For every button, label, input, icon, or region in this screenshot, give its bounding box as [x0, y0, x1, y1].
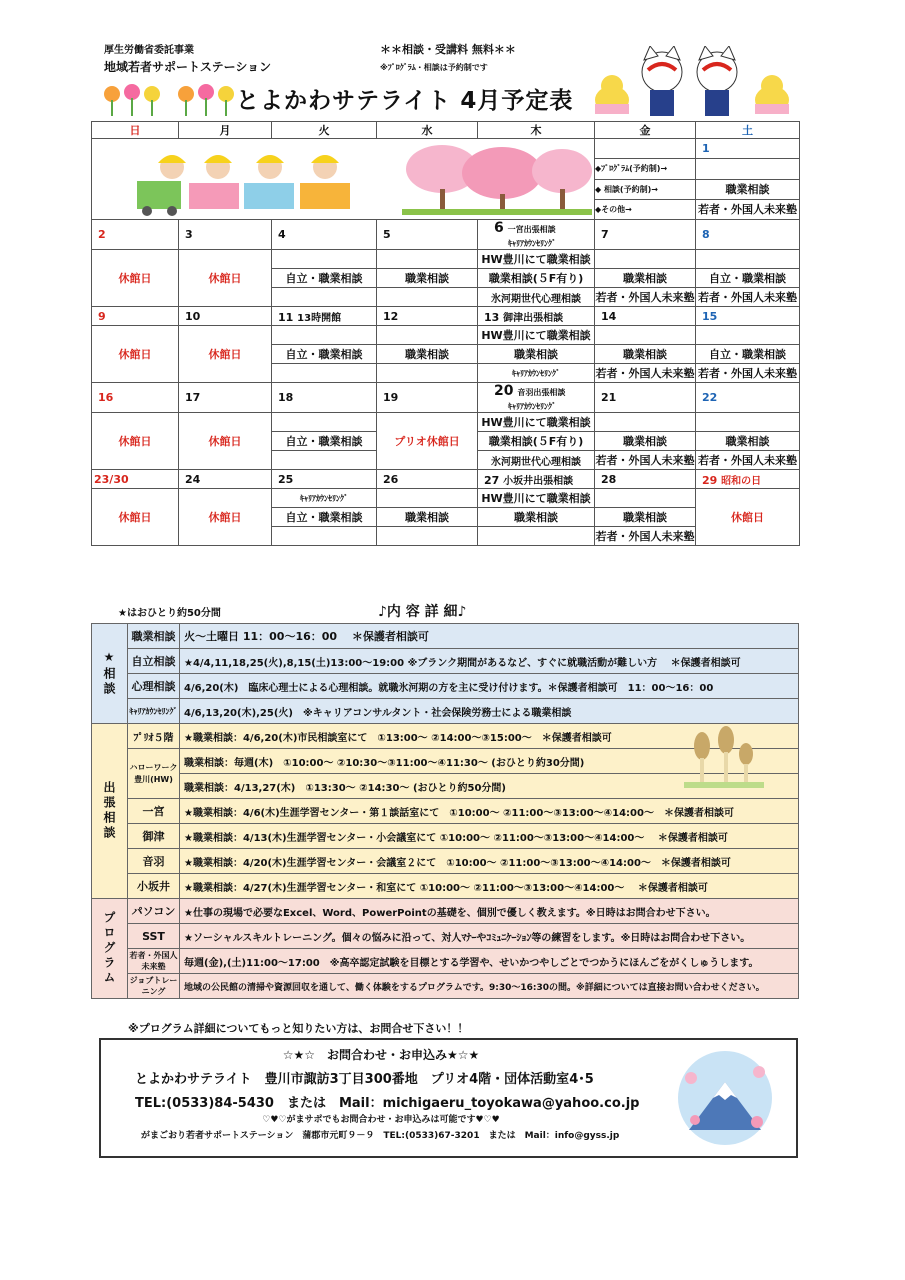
program-text-1: ★ソーシャルスキルトレーニング。個々の悩みに沿って、対人ﾏﾅｰやｺﾐｭﾆｹｰｼｮﾝ等の練習をします。※日時はお問合わせ下さい。: [180, 924, 799, 949]
consult-category: ★相談: [92, 624, 128, 724]
outreach-text-1: 職業相談：毎週(木) ①10:00～ ②10:30～③11:00～④11:30～ (おひとり約30分間): [180, 749, 799, 774]
fri21-juku: 若者・外国人未来塾: [595, 451, 696, 470]
thu13-hw: HW豊川にて職業相談: [478, 326, 595, 345]
fri28-consult: 職業相談: [595, 508, 696, 527]
thu20-career: ｷｬﾘｱｶｳﾝｾﾘﾝｸﾞ: [508, 402, 556, 411]
thu13-career: ｷｬﾘｱｶｳﾝｾﾘﾝｸﾞ: [478, 364, 595, 383]
sat15-consult: 自立・職業相談: [696, 345, 800, 364]
weekday-sun: 日: [92, 122, 179, 139]
date-8: 8: [696, 220, 800, 250]
chick-icon: [595, 75, 629, 114]
date-10: 10: [179, 307, 272, 326]
wed5-consult: 職業相談: [377, 269, 478, 288]
legend-other: ◆その他→: [595, 199, 696, 219]
consult-text-2: 4/6,20(木) 臨床心理士による心理相談。就職氷河期の方を主に受け付けます。＊保護者相談可 11：00～16：00: [180, 674, 799, 699]
fri7-consult: 職業相談: [595, 269, 696, 288]
consult-label-1: 自立相談: [128, 649, 180, 674]
train-icon: [137, 155, 350, 216]
mascot-illustration: [592, 46, 802, 120]
thu27-hw: HW豊川にて職業相談: [478, 489, 595, 508]
sun2-closed: 休館日: [92, 250, 179, 307]
outreach-label-6: 小坂井: [128, 874, 180, 899]
legend-program: ◆ﾌﾟﾛｸﾞﾗﾑ(予約制)→: [595, 159, 696, 179]
thu6-outreach: 一宮出張相談: [507, 225, 556, 234]
thu27-consult: 職業相談: [478, 508, 595, 527]
consult-label-2: 心理相談: [128, 674, 180, 699]
thu6-psych: 氷河期世代心理相談: [478, 288, 595, 307]
tue25-consult: 自立・職業相談: [272, 508, 377, 527]
outreach-label-4: 御津: [128, 824, 180, 849]
details-heading: ♪内 容 詳 細♪: [378, 604, 467, 620]
weekday-mon: 月: [179, 122, 272, 139]
thu13-consult: 職業相談: [478, 345, 595, 364]
date-21: 21: [595, 383, 696, 413]
cat-mascot-icon: [642, 46, 682, 116]
calendar-table: [91, 121, 800, 546]
sat22-juku: 若者・外国人未来塾: [696, 451, 800, 470]
weekday-tue: 火: [272, 122, 377, 139]
outreach-text-4: ★職業相談：4/13(木)生涯学習センター・小会議室にて ①10:00～ ②11:00～③13:00～④14:00～ ＊保護者相談可: [180, 824, 799, 849]
cat-mascot-icon: [697, 46, 737, 116]
tulip-decoration: [100, 82, 240, 118]
tue4-consult: 自立・職業相談: [272, 269, 377, 288]
weekday-sat: 土: [696, 122, 800, 139]
free-notice: ＊＊相談・受講料 無料＊＊: [380, 43, 516, 56]
outreach-label-1: ハローワーク豊川(HW): [128, 749, 180, 799]
contact-box: [99, 1038, 798, 1158]
sat1-consult: 職業相談: [696, 179, 800, 199]
thu6-hw: HW豊川にて職業相談: [478, 250, 595, 269]
consult-text-1: ★4/4,11,18,25(火),8,15(土)13:00～19:00 ※ブランク期間があるなど、すぐに就職活動が難しい方 ＊保護者相談可: [180, 649, 799, 674]
program-label-0: パソコン: [128, 899, 180, 924]
horsetail-icon: [684, 726, 764, 788]
thu6-career: ｷｬﾘｱｶｳﾝｾﾘﾝｸﾞ: [508, 239, 556, 248]
reserve-notice: ※ﾌﾟﾛｸﾞﾗﾑ・相談は予約制です: [380, 63, 488, 72]
sat1-juku: 若者・外国人未来塾: [696, 199, 800, 219]
date-9: 9: [92, 307, 179, 326]
fri14-consult: 職業相談: [595, 345, 696, 364]
thu6-consult: 職業相談(５F有り): [478, 269, 595, 288]
sun9-closed: 休館日: [92, 326, 179, 383]
wed26-consult: 職業相談: [377, 508, 478, 527]
consult-label-3: ｷｬﾘｱｶｳﾝｾﾘﾝｸﾞ: [128, 699, 180, 724]
date-12: 12: [377, 307, 478, 326]
outreach-label-0: ﾌﾟﾘｵ５階: [128, 724, 180, 749]
mon10-closed: 休館日: [179, 326, 272, 383]
train-and-blossom-illustration: [92, 139, 592, 219]
fri7-juku: 若者・外国人未来塾: [595, 288, 696, 307]
date-6: 6: [494, 220, 504, 236]
page-title: とよかわサテライト 4月予定表: [236, 88, 574, 114]
thu13-outreach: 御津出張相談: [503, 312, 564, 324]
contact-note: ♡♥♡がまサポでもお問合わせ・お申込みは可能です♥♡♥: [262, 1115, 500, 1125]
date-13: 13: [484, 310, 500, 324]
consult-label-0: 職業相談: [128, 624, 180, 649]
program-text-0: ★仕事の現場で必要なExcel、Word、PowerPointの基礎を、個別で優しく教えます。※日時はお問合わせ下さい。: [180, 899, 799, 924]
mon3-closed: 休館日: [179, 250, 272, 307]
date-3: 3: [179, 220, 272, 250]
duration-note: ★はおひとり約50分間: [118, 608, 221, 619]
wed12-consult: 職業相談: [377, 345, 478, 364]
week1-illustration-cell: [92, 139, 595, 220]
program-label-3: ジョブトレーニング: [128, 974, 180, 999]
outreach-text-5: ★職業相談：4/20(木)生涯学習センター・会議室２にて ①10:00～ ②11:00～③13:00～④14:00～ ＊保護者相談可: [180, 849, 799, 874]
contact-address: とよかわサテライト 豊川市諏訪3丁目300番地 プリオ4階・団体活動室4･5: [135, 1072, 594, 1087]
outreach-text-6: ★職業相談：4/27(木)生涯学習センター・和室にて ①10:00～ ②11:00～③13:00～④14:00～ ＊保護者相談可: [180, 874, 799, 899]
date-1: 1: [696, 139, 800, 159]
thu20-outreach: 音羽出張相談: [517, 388, 566, 397]
consult-text-0: 火～土曜日 11：00～16：00 ＊保護者相談可: [180, 624, 799, 649]
date-22: 22: [696, 383, 800, 413]
legend-consult: ◆ 相談(予約制)→: [595, 179, 696, 199]
consult-text-3: 4/6,13,20(木),25(火) ※キャリアコンサルタント・社会保険労務士による職業相談: [180, 699, 799, 724]
date-19: 19: [377, 383, 478, 413]
thu20-consult: 職業相談(５F有り): [478, 432, 595, 451]
sat29-holiday: 昭和の日: [721, 475, 762, 487]
mushroom-decoration: [684, 716, 764, 790]
sun23-closed: 休館日: [92, 489, 179, 546]
contact-gama: がまごおり若者サポートステーション 蒲郡市元町９－９ TEL:(0533)67-3201 または Mail：info@gyss.jp: [141, 1131, 620, 1141]
thu27-outreach: 小坂井出張相談: [503, 475, 574, 487]
contact-heading: ☆★☆ お問合わせ・お申込み★☆★: [282, 1048, 480, 1062]
date-11: 11: [278, 310, 294, 324]
outreach-label-3: 一宮: [128, 799, 180, 824]
cherry-blossom-icon: [402, 145, 592, 215]
program-footnote: ※プログラム詳細についてもっと知りたい方は、お問合せ下さい！！: [128, 1022, 469, 1035]
tue25-career: ｷｬﾘｱｶｳﾝｾﾘﾝｸﾞ: [272, 489, 377, 508]
mon17-closed: 休館日: [179, 413, 272, 470]
details-table: [91, 623, 799, 999]
fri28-juku: 若者・外国人未来塾: [595, 527, 696, 546]
tue18-consult: 自立・職業相談: [272, 432, 377, 451]
date-17: 17: [179, 383, 272, 413]
outreach-category: 出張相談: [92, 724, 128, 899]
outreach-text-2: 職業相談：4/13,27(木) ①13:30～ ②14:30～ (おひとり約50分間): [180, 774, 799, 799]
fri21-consult: 職業相談: [595, 432, 696, 451]
date-23-30: 23/30: [92, 470, 179, 489]
program-label-2: 若者・外国人未来塾: [128, 949, 180, 974]
date-16: 16: [92, 383, 179, 413]
program-text-3: 地域の公民館の清掃や資源回収を通して、働く体験をするプログラムです。9:30～16:30の間。※詳細については直接お問い合わせください。: [180, 974, 799, 999]
date-7: 7: [595, 220, 696, 250]
sat8-juku: 若者・外国人未来塾: [696, 288, 800, 307]
mount-fuji-illustration: [673, 1048, 777, 1148]
date-24: 24: [179, 470, 272, 489]
tue11-note: 13時開館: [297, 312, 342, 324]
date-15: 15: [696, 307, 800, 326]
chick-icon: [755, 75, 789, 114]
date-25: 25: [272, 470, 377, 489]
fri14-juku: 若者・外国人未来塾: [595, 364, 696, 383]
sat8-consult: 自立・職業相談: [696, 269, 800, 288]
outreach-text-0: ★職業相談：4/6,20(木)市民相談室にて ①13:00～ ②14:00～③15:00～ ＊保護者相談可: [180, 724, 799, 749]
outreach-text-3: ★職業相談：4/6(木)生涯学習センター・第１談話室にて ①10:00～ ②11:00～③13:00～④14:00～ ＊保護者相談可: [180, 799, 799, 824]
weekday-header: [92, 122, 800, 139]
sat15-juku: 若者・外国人未来塾: [696, 364, 800, 383]
program-category: プログラム: [92, 899, 128, 999]
sat29-closed: 休館日: [696, 489, 800, 546]
date-2: 2: [92, 220, 179, 250]
program-text-2: 毎週(金),(土)11:00～17:00 ※高卒認定試験を目標とする学習や、せいかつやしごとでつかうにほんごをがくしゅうします。: [180, 949, 799, 974]
date-14: 14: [595, 307, 696, 326]
sun16-closed: 休館日: [92, 413, 179, 470]
date-18: 18: [272, 383, 377, 413]
thu20-hw: HW豊川にて職業相談: [478, 413, 595, 432]
mon24-closed: 休館日: [179, 489, 272, 546]
org-label: 厚生労働省委託事業: [104, 45, 194, 56]
contact-tel: TEL:(0533)84-5430 または Mail：michigaeru_toyokawa@yahoo.co.jp: [135, 1096, 640, 1111]
weekday-wed: 水: [377, 122, 478, 139]
date-4: 4: [272, 220, 377, 250]
weekday-thu: 木: [478, 122, 595, 139]
date-27: 27: [484, 473, 500, 487]
thu20-psych: 氷河期世代心理相談: [478, 451, 595, 470]
date-29: 29: [702, 473, 718, 487]
date-5: 5: [377, 220, 478, 250]
date-20: 20: [494, 383, 514, 399]
sat22-consult: 職業相談: [696, 432, 800, 451]
station-label: 地域若者サポートステーション: [104, 60, 272, 74]
outreach-label-5: 音羽: [128, 849, 180, 874]
mount-fuji-icon: [678, 1051, 772, 1145]
program-label-1: SST: [128, 924, 180, 949]
tue11-consult: 自立・職業相談: [272, 345, 377, 364]
date-26: 26: [377, 470, 478, 489]
date-28: 28: [595, 470, 696, 489]
weekday-fri: 金: [595, 122, 696, 139]
tulip-icon: [104, 84, 234, 116]
wed19-prio-closed: プリオ休館日: [377, 413, 478, 470]
